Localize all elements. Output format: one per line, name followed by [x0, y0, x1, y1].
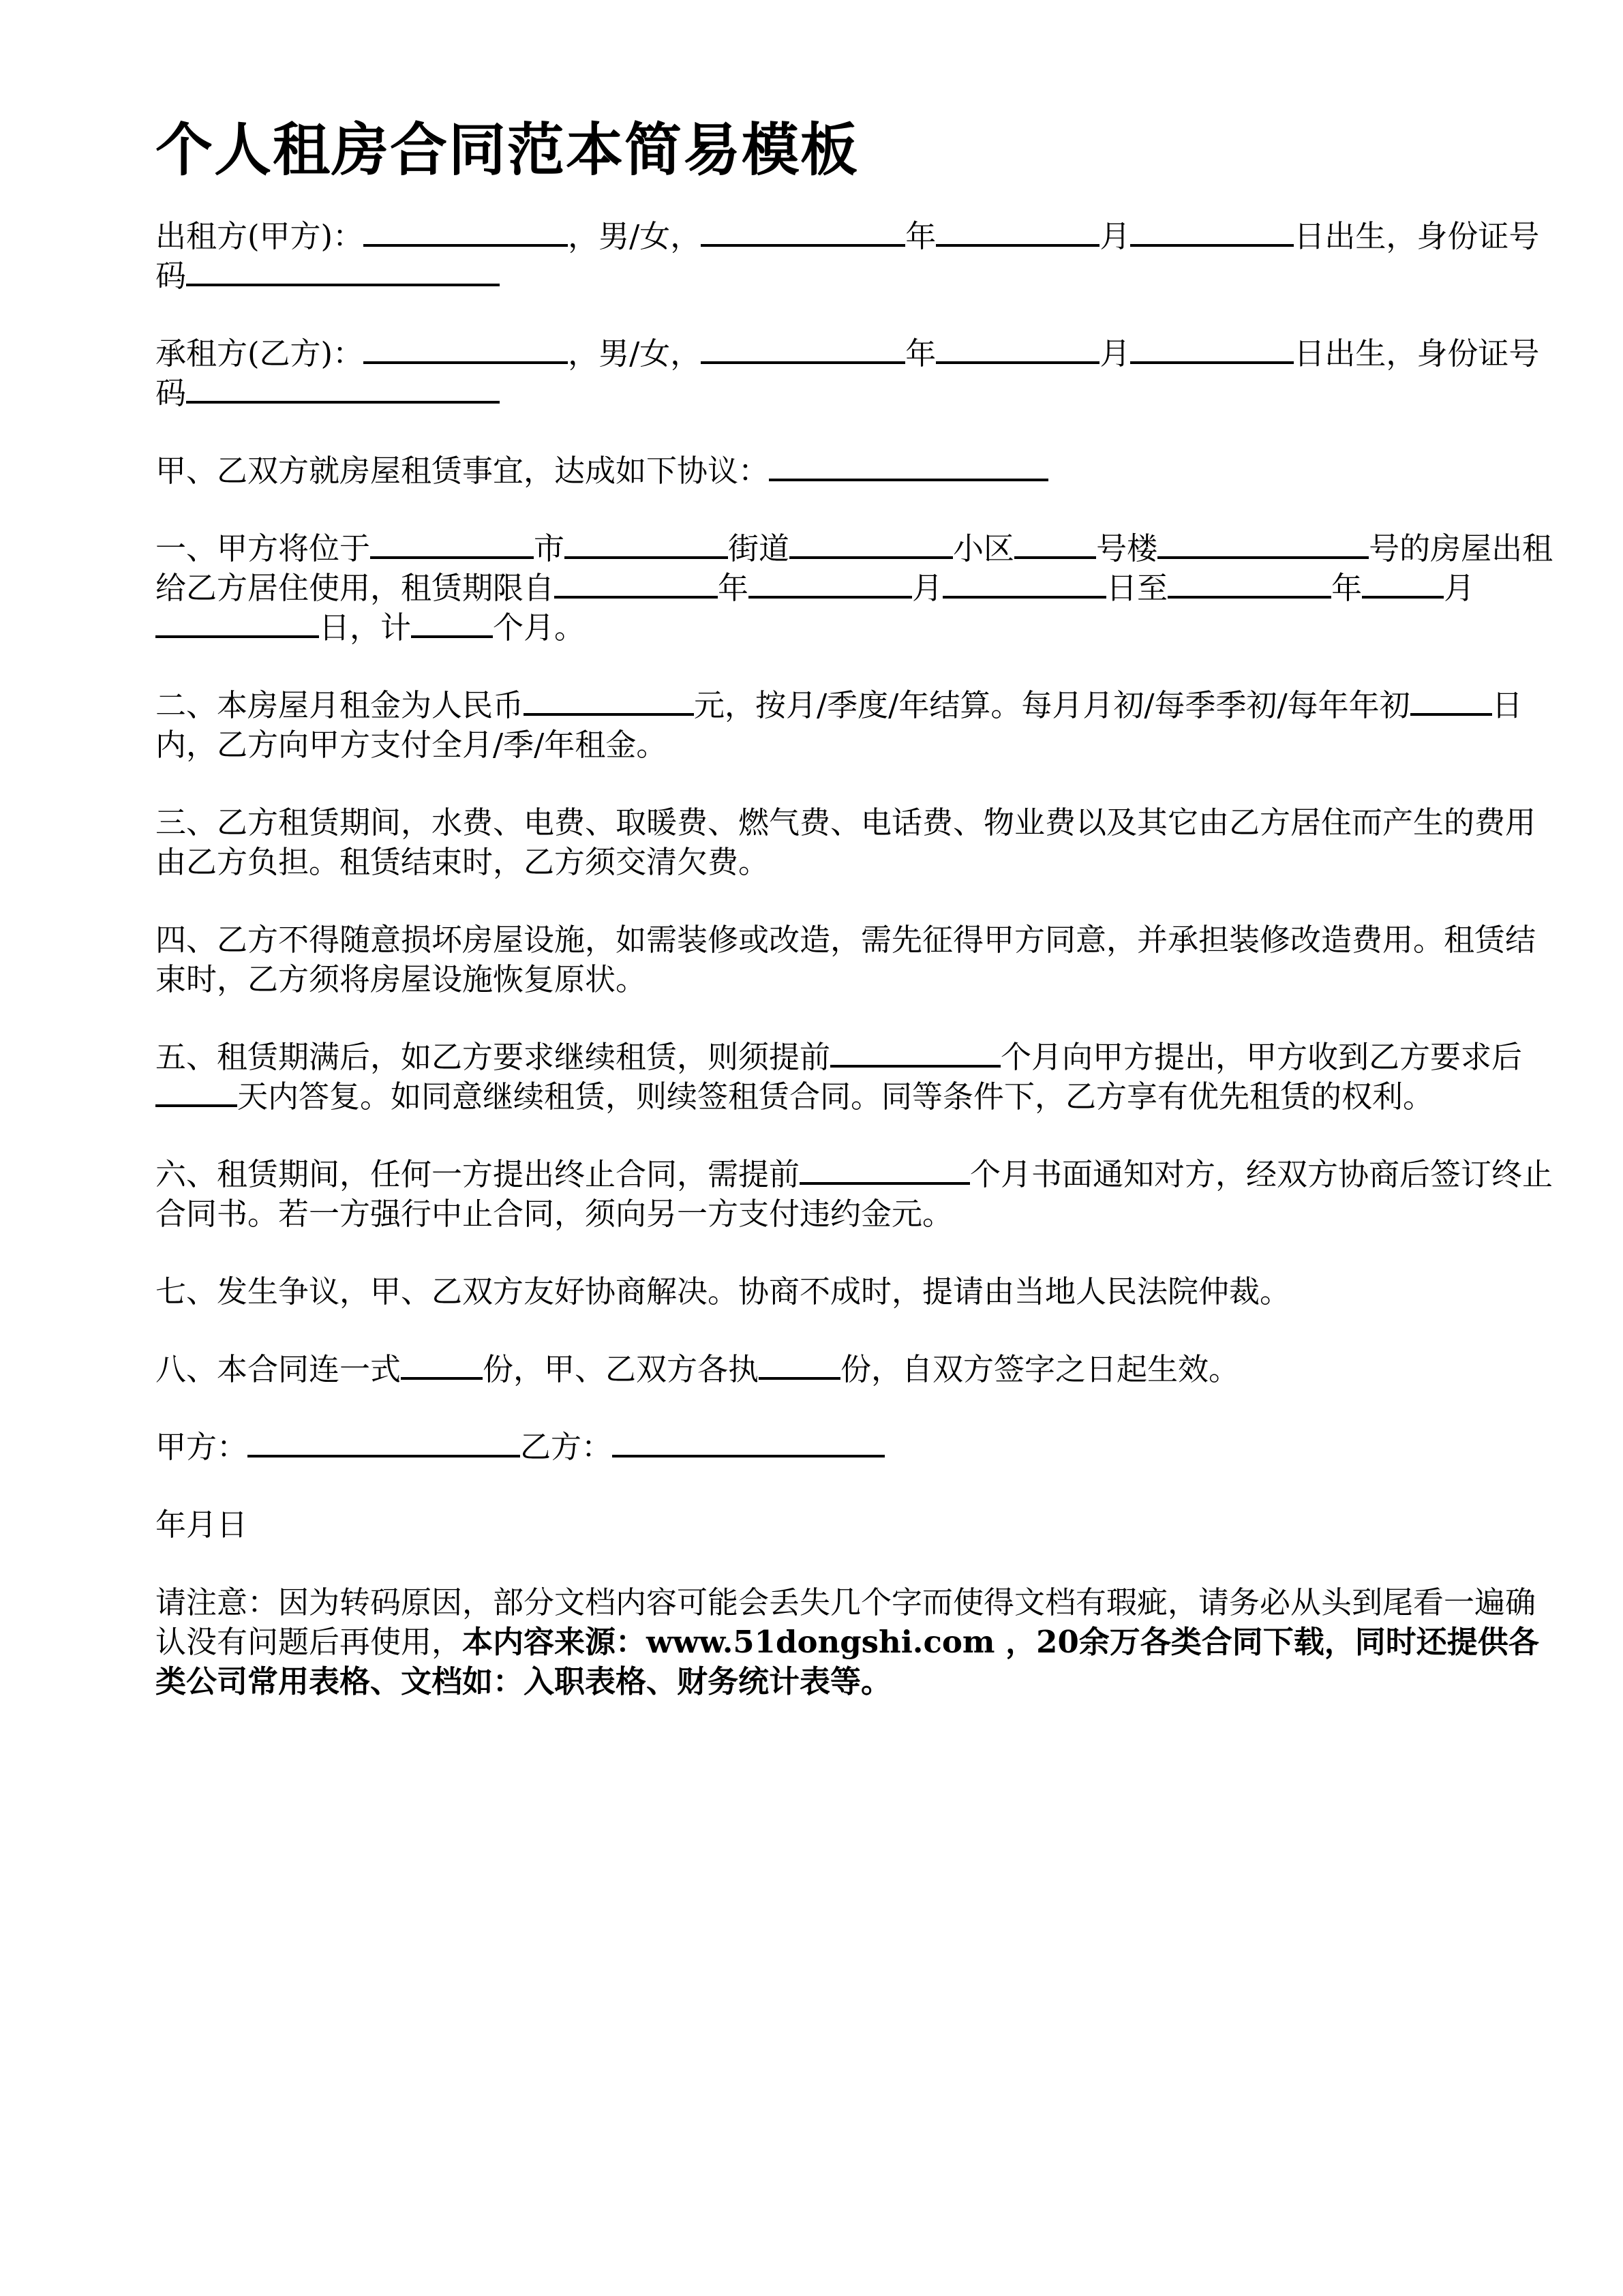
party-b-signature-blank[interactable]	[612, 1428, 885, 1457]
lessor-label: 出租方(甲方)：	[155, 218, 364, 254]
clause2-intro: 二、本房屋月租金为人民币	[155, 687, 524, 723]
clause1-community: 小区	[953, 530, 1015, 567]
lessee-month-blank[interactable]	[936, 334, 1099, 364]
city-blank[interactable]	[370, 529, 534, 559]
lessor-month: 月	[1099, 218, 1131, 254]
community-blank[interactable]	[789, 529, 953, 559]
each-copies-blank[interactable]	[759, 1350, 840, 1380]
clause-4: 四、乙方不得随意损坏房屋设施，如需装修或改造，需先征得甲方同意，并承担装修改造费用。租赁结束时，乙方须将房屋设施恢复原状。	[155, 922, 1536, 997]
lessor-year: 年	[905, 218, 937, 254]
party-a-label: 甲方：	[155, 1429, 248, 1465]
agreement-line	[155, 451, 1560, 491]
party-b-label: 乙方：	[520, 1429, 613, 1465]
lessor-name-blank[interactable]	[363, 217, 568, 247]
clause-7: 七、发生争议，甲、乙双方友好协商解决。协商不成时，提请由当地人民法院仲裁。	[155, 1273, 1291, 1310]
copies-blank[interactable]	[401, 1350, 483, 1380]
months-blank[interactable]	[411, 608, 493, 638]
clause1-day1: 日至	[1106, 570, 1168, 606]
clause-3: 三、乙方租赁期间，水费、电费、取暖费、燃气费、电话费、物业费以及其它由乙方居住而产生的费用由乙方负担。租赁结束时，乙方须交清欠费。	[155, 804, 1536, 880]
clause-5	[155, 1038, 1560, 1117]
lessor-id-blank[interactable]	[186, 256, 500, 286]
clause1-street: 街道	[728, 530, 790, 567]
party-a-signature-blank[interactable]	[247, 1428, 520, 1457]
lessee-label: 承租方(乙方)：	[155, 335, 364, 372]
lessee-year: 年	[905, 335, 937, 372]
lessee-line	[155, 334, 1560, 413]
lessee-birth: 日出生，身份证号码	[155, 335, 1540, 411]
end-month-blank[interactable]	[1362, 569, 1444, 599]
clause-8	[155, 1350, 1560, 1389]
agreement-blank[interactable]	[769, 451, 1048, 481]
clause1-building: 号楼	[1096, 530, 1158, 567]
lessor-gender: ，男/女，	[568, 218, 701, 254]
rent-blank[interactable]	[524, 686, 694, 716]
lessee-day-blank[interactable]	[1130, 334, 1294, 364]
clause-6	[155, 1155, 1560, 1234]
agreement-text: 甲、乙双方就房屋租赁事宜，达成如下协议：	[155, 453, 770, 489]
clause5-tail: 天内答复。如同意继续租赁，则续签租赁合同。同等条件下，乙方享有优先租赁的权利。	[237, 1078, 1434, 1115]
lessor-day-blank[interactable]	[1130, 217, 1294, 247]
clause-2	[155, 686, 1560, 765]
clause1-months: 个月。	[493, 609, 586, 646]
notice	[155, 1583, 1560, 1702]
end-year-blank[interactable]	[1168, 569, 1331, 599]
clause1-day2: 日，计	[319, 609, 412, 646]
clause1-month1: 月	[912, 570, 943, 606]
clause1-room: 号的房屋出租给乙方居住使用，租赁期限自	[155, 530, 1553, 606]
notice-text: 请注意：因为转码原因，部分文档内容可能会丢失几个字而使得文档有瑕疵，请务必从头到尾看一遍确认没有问题后再使用，	[155, 1584, 1536, 1660]
street-blank[interactable]	[564, 529, 728, 559]
clause1-year1: 年	[718, 570, 749, 606]
lessee-year-blank[interactable]	[701, 334, 905, 364]
notice-months-blank[interactable]	[800, 1155, 970, 1185]
renewal-months-blank[interactable]	[830, 1038, 1001, 1068]
lessor-month-blank[interactable]	[936, 217, 1099, 247]
clause6-intro: 六、租赁期间，任何一方提出终止合同，需提前	[155, 1156, 800, 1192]
lessee-gender: ，男/女，	[568, 335, 701, 372]
lessee-id-blank[interactable]	[186, 374, 500, 404]
lessor-line	[155, 217, 1560, 296]
lessor-year-blank[interactable]	[701, 217, 905, 247]
clause2-payment: 元，按月/季度/年结算。每月月初/每季季初/每年年初	[694, 687, 1410, 723]
clause5-intro: 五、租赁期满后，如乙方要求继续租赁，则须提前	[155, 1039, 831, 1075]
reply-days-blank[interactable]	[155, 1077, 237, 1107]
end-day-blank[interactable]	[155, 608, 319, 638]
clause8-tail: 份，自双方签字之日起生效。	[840, 1351, 1240, 1387]
signature-line	[155, 1428, 1560, 1467]
lessee-month: 月	[1099, 335, 1131, 372]
clause1-city: 市	[534, 530, 565, 567]
clause5-request: 个月向甲方提出，甲方收到乙方要求后	[1001, 1039, 1523, 1075]
contract-page	[155, 116, 1560, 1740]
clause1-year2: 年	[1331, 570, 1363, 606]
notice-bold-text: 本内容来源：www.51dongshi.com ，20余万各类合同下载，同时还提供各类公司常用表格、文档如：入职表格、财务统计表等。	[155, 1624, 1539, 1700]
clause2-tail: 日内，乙方向甲方支付全月/季/年租金。	[155, 687, 1523, 763]
clause8-intro: 八、本合同连一式	[155, 1351, 401, 1387]
clause1-month2: 月	[1444, 570, 1475, 606]
clause6-tail: 个月书面通知对方，经双方协商后签订终止合同书。若一方强行中止合同，须向另一方支付违约金元。	[155, 1156, 1553, 1232]
clause1-intro: 一、甲方将位于	[155, 530, 371, 567]
payment-days-blank[interactable]	[1410, 686, 1492, 716]
lessor-birth: 日出生，身份证号码	[155, 218, 1540, 294]
lessee-name-blank[interactable]	[363, 334, 568, 364]
building-blank[interactable]	[1014, 529, 1096, 559]
document-title: 个人租房合同范本简易模板	[155, 117, 860, 183]
start-month-blank[interactable]	[748, 569, 912, 599]
date-line: 年月日	[155, 1507, 248, 1543]
clause8-middle: 份，甲、乙双方各执	[483, 1351, 759, 1387]
clause-1	[155, 529, 1560, 648]
room-blank[interactable]	[1157, 529, 1369, 559]
start-day-blank[interactable]	[943, 569, 1106, 599]
start-year-blank[interactable]	[554, 569, 718, 599]
